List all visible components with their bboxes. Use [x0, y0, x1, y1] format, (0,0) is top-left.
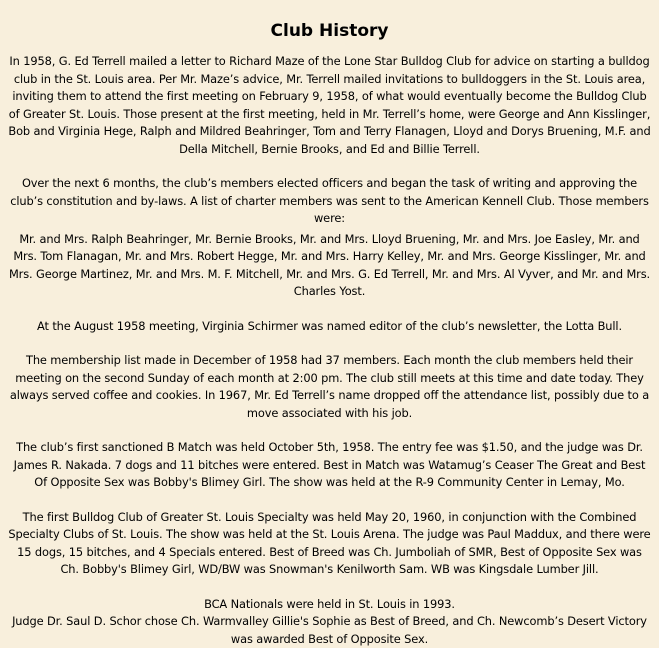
paragraph-newsletter: At the August 1958 meeting, Virginia Schirmer was named editor of the club’s newsletter, the Lotta Bull. [37, 318, 622, 333]
page-title: Club History [270, 21, 389, 41]
paragraph-membership: The membership list made in December of 1958 had 37 members. Each month the club members held their meeting on the second Sunday of each month at 2:00 pm. The club still meets at this time and date today. They always served coffee and cookies. In 1967, Mr. Ed Terrell’s name dropped off the attendance list, possibly due to a move associated with his job. [9, 353, 650, 420]
paragraph-charter-members: Mr. and Mrs. Ralph Beahringer, Mr. Bernie Brooks, Mr. and Mrs. Lloyd Bruening, Mr. and Mrs. Joe Easley, Mr. and Mrs. Tom Flanagan, Mr. and Mrs. Robert Hegge, Mr. and Mrs. Harry Kelley, Mr. and Mrs. George Kisslinger, Mr. and Mrs. George Martinez, Mr. and Mrs. M. F. Mitchell, Mr. and Mrs. G. Ed Terrell, Mr. and Mrs. Al Vyver, and Mr. and Mrs. Charles Yost. [8, 231, 651, 298]
paragraph-first-six-months: Over the next 6 months, the club’s members elected officers and began the task of writing and approving the club’s constitution and by-laws. A list of charter members was sent to the American Kennell Club. Those members were: [10, 176, 649, 225]
paragraph-first-specialty: The first Bulldog Club of Greater St. Louis Specialty was held May 20, 1960, in conjunction with the Combined Specialty Clubs of St. Louis. The show was held at the St. Louis Arena. The judge was Paul Maddux, and there were 15 dogs, 15 bitches, and 4 Specials entered. Best of Breed was Ch. Jumboliah of SMR, Best of Opposite Sex was Ch. Bobby's Blimey Girl, WD/BW was Snowman's Kenilworth Sam. WB was Kingsdale Lumber Jill. [8, 509, 651, 576]
paragraph-founding: In 1958, G. Ed Terrell mailed a letter to Richard Maze of the Lone Star Bulldog Club for advice on starting a bulldog club in the St. Louis area. Per Mr. Maze’s advice, Mr. Terrell mailed invitations to bulldoggers in the St. Louis area, inviting them to attend the first meeting on February 9, 1958, of what would eventually become the Bulldog Club of Greater St. Louis. Those present at the first meeting, held in Mr. Terrell’s home, were George and Ann Kisslinger, Bob and Virginia Hege, Ralph and Mildred Beahringer, Tom and Terry Flanagen, Lloyd and Dorys Bruening, M.F. and Della Mitchell, Bernie Brooks, and Ed and Billie Terrell. [8, 54, 651, 156]
paragraph-nationals: BCA Nationals were held in St. Louis in 1993. [204, 596, 455, 611]
paragraph-nationals-judge: Judge Dr. Saul D. Schor chose Ch. Warmvalley Gillie's Sophie as Best of Breed, and Ch. Newcomb’s Desert Victory was awarded Best of Opposite Sex. [12, 614, 647, 646]
paragraph-b-match: The club’s first sanctioned B Match was held October 5th, 1958. The entry fee was $1.50, and the judge was Dr. James R. Nakada. 7 dogs and 11 bitches were entered. Best in Match was Watamug’s Ceaser The Great and Best Of Opposite Sex was Bobby's Blimey Girl. The show was held at the R-9 Community Center in Lemay, Mo. [13, 440, 646, 489]
